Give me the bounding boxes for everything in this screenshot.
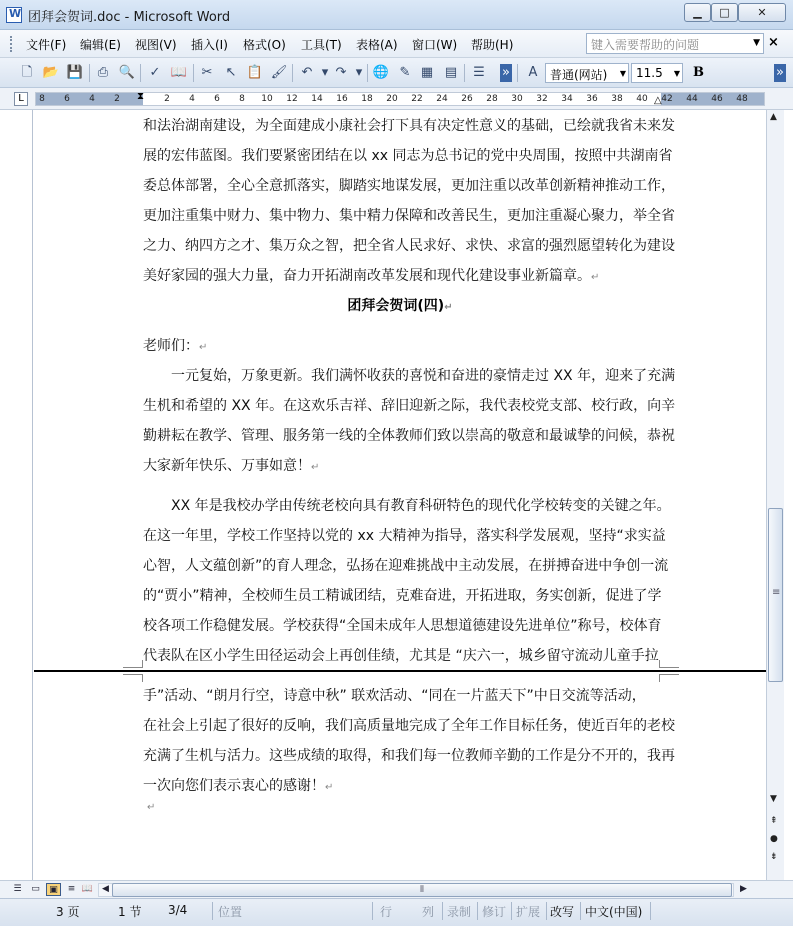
- redo-icon[interactable]: ↷: [335, 65, 347, 80]
- status-position: 位置: [218, 905, 243, 919]
- normal-view-icon[interactable]: ☰: [13, 884, 22, 894]
- text-line: 代表队在区小学生田径运动会上再创佳绩，尤其是 “庆六一，城乡留守流动儿童手拉: [143, 648, 659, 664]
- left-margin-strip: [0, 110, 33, 880]
- text-line: [143, 456, 663, 478]
- save-icon[interactable]: 💾: [66, 65, 84, 80]
- text-line: 和法治湖南建设，为全面建成小康社会打下具有决定性意义的基础，已绘就我省未来发: [143, 118, 675, 134]
- close-window-button[interactable]: ✕: [738, 3, 786, 22]
- empty-paragraph: [147, 796, 667, 818]
- new-icon[interactable]: 🗋: [21, 65, 33, 80]
- menu-format[interactable]: 格式(O): [243, 38, 286, 52]
- menu-help[interactable]: 帮助(H): [471, 38, 514, 52]
- scroll-up-icon[interactable]: ▲: [770, 112, 777, 122]
- page-break-line: [34, 670, 766, 672]
- undo-icon[interactable]: ↶: [301, 65, 313, 80]
- ruler-tick: 2: [114, 94, 120, 104]
- undo-dropdown-icon[interactable]: ▾: [321, 65, 329, 80]
- text-line: 勤耕耘在教学、管理、服务第一线的全体教师们致以崇高的敬意和最诚挚的问候，恭祝: [143, 428, 675, 444]
- title-bar: [0, 0, 793, 30]
- tables-borders-icon[interactable]: ✎: [399, 65, 411, 80]
- status-language[interactable]: 中文(中国): [585, 905, 643, 919]
- menu-tools[interactable]: 工具(T): [301, 38, 342, 52]
- toolbar-separator: [140, 64, 141, 82]
- text-line: [143, 266, 663, 288]
- paragraph-mark-icon: ↵: [591, 272, 600, 283]
- next-page-icon[interactable]: ⇟: [770, 852, 778, 862]
- page-corner-mark: [123, 660, 143, 668]
- ruler-tick: 14: [311, 94, 323, 104]
- status-divider: [477, 902, 478, 920]
- word-document-icon: [6, 7, 22, 23]
- ruler-tick: 38: [611, 94, 623, 104]
- insert-excel-icon[interactable]: ▤: [444, 65, 458, 80]
- menu-view[interactable]: 视图(V): [135, 38, 177, 52]
- paragraph-mark-icon: ↵: [199, 342, 208, 353]
- text-line: 心智，人文蕴创新”的育人理念，弘扬在迎难挑战中主动发展，在拼搏奋进中争创一流: [143, 558, 669, 574]
- minimize-button[interactable]: ▁: [684, 3, 711, 22]
- status-divider: [511, 902, 512, 920]
- status-divider: [442, 902, 443, 920]
- chevron-down-icon[interactable]: ▼: [619, 69, 626, 78]
- ruler-tick: 10: [261, 94, 273, 104]
- ruler-tick: 6: [64, 94, 70, 104]
- status-divider: [212, 902, 213, 920]
- text-line: 展的宏伟蓝图。我们要紧密团结在以 xx 同志为总书记的党中央周围，按照中共湖南省: [143, 148, 673, 164]
- ruler-tick: 16: [336, 94, 348, 104]
- status-page-of: 3/4: [168, 903, 188, 917]
- insert-table-icon[interactable]: ▦: [420, 65, 434, 80]
- page-corner-mark: [659, 660, 679, 668]
- ruler-tick: 42: [661, 94, 673, 104]
- ruler-tick: 2: [164, 94, 170, 104]
- hyperlink-icon[interactable]: 🌐: [372, 65, 390, 80]
- tab-selector[interactable]: L: [14, 92, 28, 106]
- text-line: 委总体部署，全心全意抓落实，脚踏实地谋发展，更加注重以改革创新精神推动工作，: [143, 178, 675, 194]
- bold-button[interactable]: B: [693, 65, 704, 80]
- toolbar-separator: [517, 64, 518, 82]
- spelling-icon[interactable]: ✓: [149, 65, 161, 80]
- ruler-tick: 26: [461, 94, 473, 104]
- font-size-value: 11.5: [636, 66, 663, 80]
- status-bar: [0, 898, 793, 926]
- print-preview-icon[interactable]: 🔍: [118, 65, 136, 80]
- ruler-tick: 44: [686, 94, 698, 104]
- toolbar-separator: [464, 64, 465, 82]
- ruler-tick: 22: [411, 94, 423, 104]
- columns-icon[interactable]: ☰: [473, 65, 485, 80]
- menu-insert[interactable]: 插入(I): [191, 38, 228, 52]
- horizontal-ruler[interactable]: [0, 88, 793, 110]
- text-line: 之力、纳四方之才、集万众之智，把全省人民求好、求快、求富的强烈愿望转化为建设: [143, 238, 675, 254]
- reading-layout-view-icon[interactable]: 📖: [81, 884, 94, 894]
- chevron-down-icon[interactable]: ▼: [753, 38, 760, 48]
- text-line: 手”活动、“朗月行空，诗意中秋” 联欢活动、“同在一片蓝天下”中日交流等活动，: [143, 688, 646, 704]
- ruler-tick: 20: [386, 94, 398, 104]
- scroll-right-icon[interactable]: ▶: [740, 884, 747, 894]
- ruler-tick: 48: [736, 94, 748, 104]
- menu-window[interactable]: 窗口(W): [412, 38, 458, 52]
- page-corner-mark: [123, 674, 143, 682]
- status-divider: [650, 902, 651, 920]
- text-line: XX 年是我校办学由传统老校向具有教育科研特色的现代化学校转变的关键之年。: [143, 498, 671, 514]
- ruler-tick: 4: [89, 94, 95, 104]
- toolbar-options-icon[interactable]: »: [774, 64, 786, 82]
- text-line: 一元复始，万象更新。我们满怀收获的喜悦和奋进的豪情走过 XX 年，迎来了充满: [143, 368, 676, 384]
- text-line-content: 美好家园的强大力量，奋力开拓湖南改革发展和现代化建设事业新篇章。: [143, 268, 591, 284]
- standard-toolbar: [0, 58, 793, 88]
- salutation-text: 老师们：: [143, 338, 199, 354]
- indent-marker-icon[interactable]: ⧗: [137, 91, 145, 102]
- close-document-button[interactable]: ×: [768, 35, 779, 50]
- outline-view-icon[interactable]: ≡: [67, 884, 76, 894]
- previous-page-icon[interactable]: ⇞: [770, 816, 778, 826]
- ruler-tick: 28: [486, 94, 498, 104]
- ruler-tick: 6: [214, 94, 220, 104]
- scroll-left-icon[interactable]: ◀: [102, 884, 109, 894]
- styles-icon[interactable]: A: [528, 65, 538, 80]
- select-browse-object-icon[interactable]: ●: [770, 834, 778, 844]
- ruler-tick: 30: [511, 94, 523, 104]
- status-page: 3 页: [56, 905, 80, 919]
- ruler-tick: 12: [286, 94, 298, 104]
- cut-icon[interactable]: ✂: [201, 65, 213, 80]
- heading-text: 团拜会贺词(四): [347, 298, 445, 314]
- toolbar-separator: [89, 64, 90, 82]
- vertical-scroll-thumb[interactable]: [768, 508, 783, 682]
- research-icon[interactable]: 📖: [170, 65, 188, 80]
- print-icon[interactable]: ⎙: [97, 65, 109, 80]
- paragraph-mark-icon: ↵: [147, 802, 156, 813]
- paragraph-mark-icon: ↵: [325, 782, 334, 793]
- help-search-placeholder: 键入需要帮助的问题: [591, 38, 700, 52]
- paragraph-mark-icon: ↵: [311, 462, 320, 473]
- chevron-down-icon[interactable]: ▼: [673, 69, 680, 78]
- help-search-input[interactable]: [586, 33, 764, 54]
- document-heading: [34, 296, 766, 318]
- page-corner-mark: [659, 674, 679, 682]
- paragraph-mark-icon: ↵: [444, 302, 453, 313]
- salutation-line: [143, 336, 663, 358]
- window-title: 团拜会贺词.doc - Microsoft Word: [28, 10, 231, 25]
- status-divider: [372, 902, 373, 920]
- ruler-tick: 32: [536, 94, 548, 104]
- menu-bar: [0, 30, 793, 58]
- vertical-scrollbar[interactable]: [766, 110, 784, 880]
- status-divider: [580, 902, 581, 920]
- style-select[interactable]: [545, 63, 629, 83]
- right-indent-marker-icon[interactable]: △: [654, 95, 662, 106]
- ruler-tick: 18: [361, 94, 373, 104]
- toolbar-options-icon[interactable]: »: [500, 64, 512, 82]
- text-line: 在这一年里，学校工作坚持以党的 xx 大精神为指导，落实科学发展观，坚持“求实益: [143, 528, 666, 544]
- status-trk[interactable]: 修订: [482, 905, 507, 919]
- text-line: 校各项工作稳健发展。学校获得“全国未成年人思想道德建设先进单位”称号，校体育: [143, 618, 662, 634]
- toolbar-separator: [193, 64, 194, 82]
- text-line: 更加注重集中财力、集中物力、集中精力保障和改善民生，更加注重凝心聚力，举全省: [143, 208, 675, 224]
- ruler-tick: 8: [39, 94, 45, 104]
- status-column: 列: [422, 905, 435, 919]
- toolbar-separator: [367, 64, 368, 82]
- status-ext[interactable]: 扩展: [516, 905, 541, 919]
- ruler-scale[interactable]: [35, 92, 765, 106]
- status-ovr[interactable]: 改写: [550, 905, 575, 919]
- status-divider: [546, 902, 547, 920]
- text-line-content: 大家新年快乐、万事如意！: [143, 458, 311, 474]
- ruler-tick: 24: [436, 94, 448, 104]
- menu-grip-handle[interactable]: [10, 36, 13, 52]
- text-line: [143, 776, 663, 798]
- ruler-tick: 46: [711, 94, 723, 104]
- menu-edit[interactable]: 编辑(E): [80, 38, 121, 52]
- ruler-tick: 40: [636, 94, 648, 104]
- text-line: 生机和希望的 XX 年。在这欢乐吉祥、辞旧迎新之际，我代表校党支部、校行政，向辛: [143, 398, 676, 414]
- text-line: 的“贾小”精神，全校师生员工精诚团结，克难奋进，开拓进取，务实创新，促进了学: [143, 588, 662, 604]
- status-rec[interactable]: 录制: [447, 905, 472, 919]
- ruler-tick: 8: [239, 94, 245, 104]
- document-area[interactable]: [34, 110, 766, 880]
- font-size-select[interactable]: [631, 63, 683, 83]
- toolbar-separator: [292, 64, 293, 82]
- menu-table[interactable]: 表格(A): [356, 38, 398, 52]
- menu-file[interactable]: 文件(F): [26, 38, 67, 52]
- style-value: 普通(网站): [550, 68, 608, 82]
- text-line: 在社会上引起了很好的反响，我们高质量地完成了全年工作目标任务，使近百年的老校: [143, 718, 675, 734]
- text-line-content: 一次向您们表示衷心的感谢！: [143, 778, 325, 794]
- ruler-tick: 4: [189, 94, 195, 104]
- maximize-button[interactable]: □: [711, 3, 738, 22]
- scroll-down-icon[interactable]: ▼: [770, 794, 777, 804]
- horizontal-scroll-thumb[interactable]: ⦀: [112, 883, 732, 897]
- redo-dropdown-icon[interactable]: ▾: [355, 65, 363, 80]
- status-section: 1 节: [118, 905, 142, 919]
- horizontal-scrollbar-area: [0, 880, 793, 898]
- web-layout-view-icon[interactable]: ▭: [31, 884, 40, 894]
- print-layout-view-icon[interactable]: ▣: [46, 883, 61, 896]
- open-icon[interactable]: 📂: [42, 65, 60, 80]
- format-painter-icon[interactable]: 🖌: [270, 65, 288, 80]
- ruler-tick: 34: [561, 94, 573, 104]
- status-line: 行: [380, 905, 393, 919]
- ruler-tick: 36: [586, 94, 598, 104]
- paste-icon[interactable]: 📋: [246, 65, 264, 80]
- select-icon[interactable]: ↖: [225, 65, 237, 80]
- text-line: 充满了生机与活力。这些成绩的取得，和我们每一位教师辛勤的工作是分不开的，我再: [143, 748, 675, 764]
